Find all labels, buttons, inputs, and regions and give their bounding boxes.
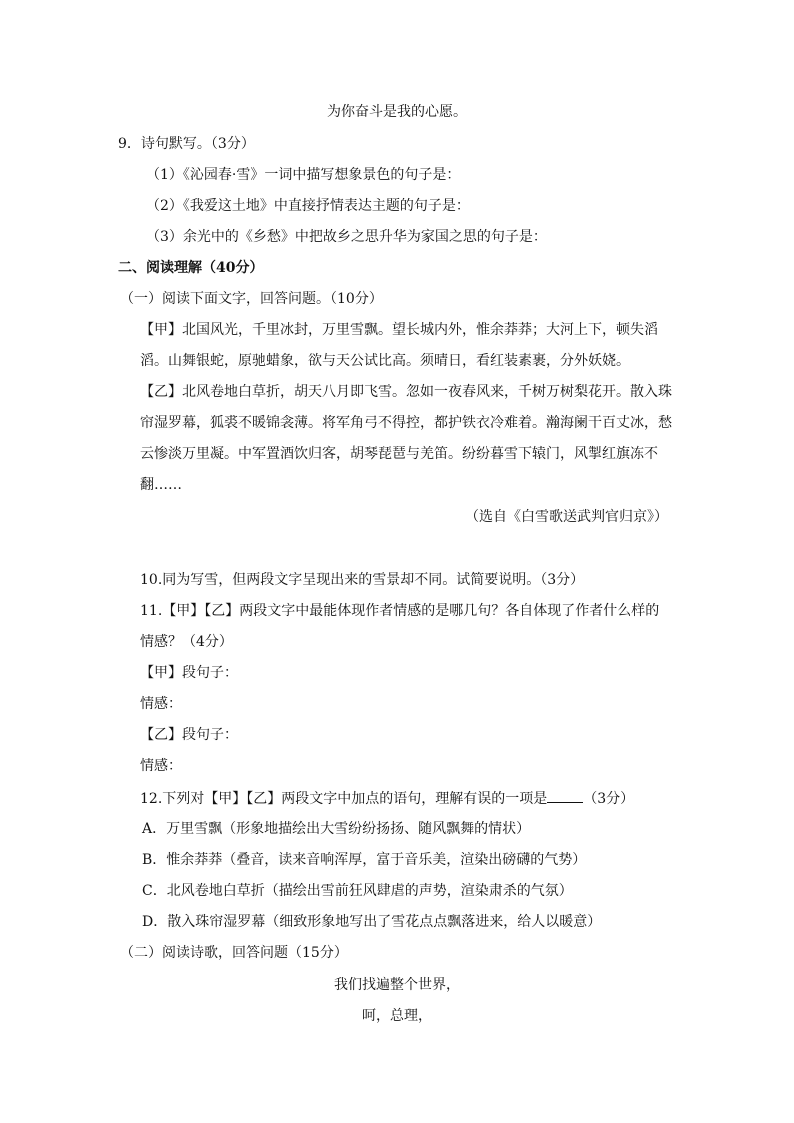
q12-stem-text: 12.下列对【甲】【乙】两段文字中加点的语句，理解有误的一项是	[140, 791, 548, 807]
q12-option-c: C．北风卷地白草折（描绘出雪前狂风肆虐的声势，渲染肃杀的气氛）	[142, 883, 573, 899]
q12-option-b: B．惟余莽莽（叠音，读来音响浑厚，富于音乐美，渲染出磅礴的气势）	[142, 852, 587, 868]
q12-stem	[140, 788, 634, 809]
passage-yi-line-4: 翻……	[140, 477, 182, 493]
part1-title: （一）阅读下面文字，回答问题。（10分）	[120, 291, 383, 307]
passage-jia-line-2: 滔。山舞银蛇，原驰蜡象，欲与天公试比高。须晴日，看红装素裹，分外妖娆。	[140, 353, 630, 369]
q9-item-3: （3）余光中的《乡愁》中把故乡之思升华为家国之思的句子是：	[146, 229, 547, 245]
part2-title: （二）阅读诗歌，回答问题（15分）	[120, 945, 348, 961]
q9-item-1: （1）《沁园春·雪》一词中描写想象景色的句子是：	[146, 167, 461, 183]
passage-yi-line-3: 云惨淡万里凝。中军置酒饮归客，胡琴琵琶与羌笛。纷纷暮雪下辕门，风掣红旗冻不	[140, 446, 658, 462]
passage-yi-line-2: 帘湿罗幕，狐裘不暖锦衾薄。将军角弓不得控，都护铁衣冷难着。瀚海阑干百丈冰，愁	[140, 415, 672, 431]
q9-title: 9．诗句默写。（3分）	[118, 136, 255, 152]
passage-jia-line-1: 【甲】北国风光，千里冰封，万里雪飘。望长城内外，惟余莽莽；大河上下，顿失滔	[140, 322, 658, 338]
q11-yi-sentence-label: 【乙】段句子：	[140, 727, 238, 743]
section-2-heading: 二、阅读理解（40分）	[118, 260, 264, 276]
q11-stem-line-2: 情感？（4分）	[140, 634, 233, 650]
q9-item-2: （2）《我爱这土地》中直接抒情表达主题的句子是：	[146, 198, 470, 214]
q12-option-a: A．万里雪飘（形象地描绘出大雪纷纷扬扬、随风飘舞的情状）	[142, 821, 531, 837]
passage-source: （选自《白雪歌送武判官归京》）	[465, 509, 668, 525]
poem-line-top: 为你奋斗是我的心愿。	[327, 104, 467, 120]
q12-option-d: D．散入珠帘湿罗幕（细致形象地写出了雪花点点飘落进来，给人以暖意）	[142, 914, 602, 930]
q11-jia-emotion-label: 情感：	[140, 696, 182, 712]
q11-jia-sentence-label: 【甲】段句子：	[140, 665, 238, 681]
poem-line-2: 呵，总理，	[362, 1008, 432, 1024]
q11-stem-line-1: 11.【甲】【乙】两段文字中最能体现作者情感的是哪几句？各自体现了作者什么样的	[140, 603, 660, 619]
passage-yi-line-1: 【乙】北风卷地白草折，胡天八月即飞雪。忽如一夜春风来，千树万树梨花开。散入珠	[140, 384, 672, 400]
poem-line-1: 我们找遍整个世界，	[334, 977, 460, 993]
q10-stem: 10.同为写雪，但两段文字呈现出来的雪景却不同。试简要说明。（3分）	[140, 572, 585, 588]
q12-score: （3分）	[583, 791, 635, 807]
q11-yi-emotion-label: 情感：	[140, 758, 182, 774]
q12-answer-blank[interactable]	[547, 788, 583, 803]
